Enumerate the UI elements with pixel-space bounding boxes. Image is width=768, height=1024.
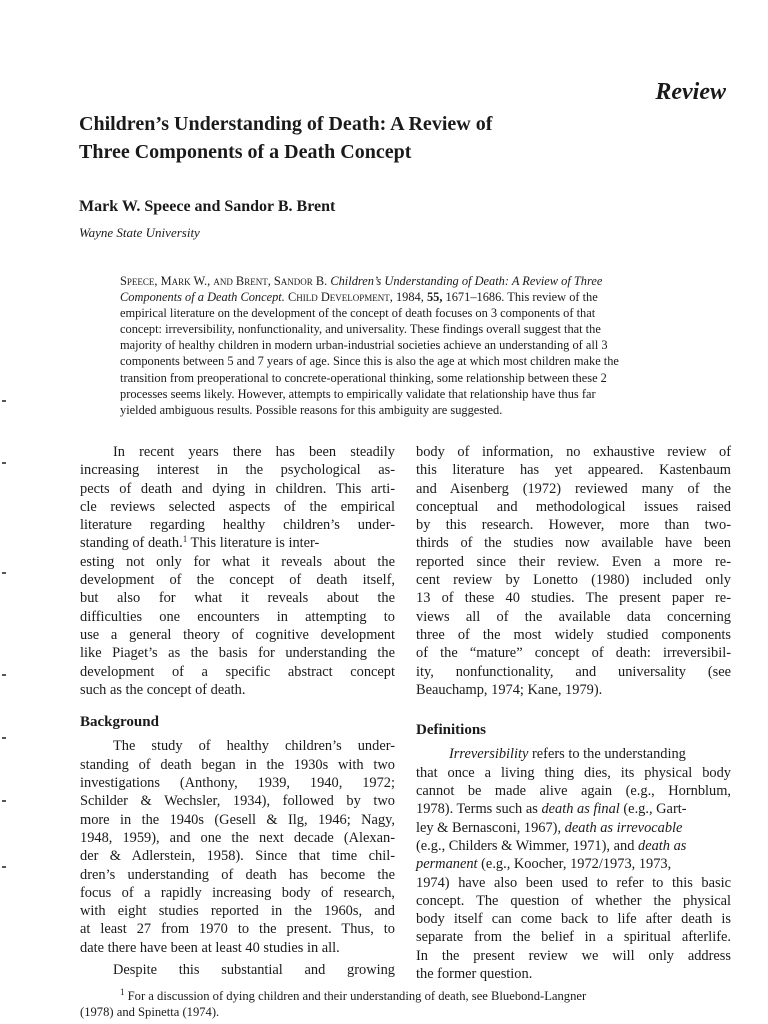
scan-margin-mark bbox=[2, 572, 6, 574]
citation-title: Children’s Understanding of Death: A Review of Three bbox=[327, 274, 603, 288]
body-line: by this research. However, more than two- bbox=[416, 517, 731, 534]
body-line: Schilder & Wechsler, 1934), followed by two bbox=[80, 793, 395, 810]
body-line: thirds of the studies now available have been bbox=[416, 535, 731, 552]
body-line bbox=[416, 745, 731, 763]
body-line: use a general theory of cognitive development bbox=[80, 626, 395, 643]
footnote bbox=[80, 987, 740, 1020]
abstract-line: concept: irreversibility, nonfunctionality, and universality. These findings overall suggest that the bbox=[120, 322, 601, 337]
body-text: (e.g., Gart- bbox=[619, 801, 687, 818]
body-line: 13 of these 40 studies. The present paper re- bbox=[416, 590, 731, 607]
term: permanent bbox=[416, 856, 478, 873]
body-line: investigations (Anthony, 1939, 1940, 1972; bbox=[80, 775, 395, 792]
body-line: reported since their review. Even a more re- bbox=[416, 553, 731, 570]
citation-volume: 55, bbox=[426, 290, 443, 305]
body-line: Beauchamp, 1974; Kane, 1979). bbox=[416, 681, 603, 698]
body-text: This literature is inter- bbox=[187, 535, 320, 552]
citation-pages: 1671–1686. This review of the bbox=[442, 290, 598, 305]
article-title bbox=[79, 110, 639, 166]
body-line: focus of a rapidly increasing body of research, bbox=[80, 884, 395, 901]
term: death as irrevocable bbox=[564, 819, 683, 836]
abstract-line: yielded ambiguous results. Possible reasons for this ambiguity are suggested. bbox=[120, 402, 503, 417]
body-line: Despite this substantial and growing bbox=[113, 962, 395, 979]
body-line bbox=[416, 855, 731, 873]
body-line: increasing interest in the psychological as- bbox=[80, 462, 395, 479]
body-line: this literature has yet appeared. Kastenbaum bbox=[416, 462, 731, 479]
abstract-line: transition from preoperational to concrete-operational thinking, some relationship between these 2 bbox=[120, 370, 607, 385]
abstract-line: components between 5 and 7 years of age. Since this is also the age at which most children make the bbox=[120, 354, 619, 369]
body-line: and Aisenberg (1972) reviewed many of the bbox=[416, 480, 731, 497]
body-line: but also for what it reveals about the bbox=[80, 590, 395, 607]
body-line: conceptual and methodological issues raised bbox=[416, 498, 731, 515]
body-line: development of a specific abstract concept bbox=[80, 663, 395, 680]
body-line bbox=[80, 534, 395, 552]
body-text: refers to the understanding bbox=[528, 746, 686, 763]
body-line bbox=[416, 837, 731, 855]
citation-year: , 1984, bbox=[389, 290, 427, 305]
body-text: (e.g., Childers & Wimmer, 1971), and bbox=[416, 837, 638, 854]
body-line: such as the concept of death. bbox=[80, 681, 246, 698]
body-line: difficulties one encounters in attempting to bbox=[80, 608, 395, 625]
body-line: dren’s understanding of death has become the bbox=[80, 866, 395, 883]
body-line: cle reviews selected aspects of the empirical bbox=[80, 498, 395, 515]
body-line: views all of the available data concerning bbox=[416, 608, 731, 625]
footnote-line bbox=[120, 989, 586, 1003]
body-line: more in the 1940s (Gesell & Ilg, 1946; Nagy, bbox=[80, 811, 395, 828]
body-line: three of the most widely studied components bbox=[416, 626, 731, 643]
abstract-line: empirical literature on the development of the concept of death focuses on 3 components of that bbox=[120, 306, 596, 321]
body-line bbox=[416, 800, 731, 818]
body-line: In recent years there has been steadily bbox=[113, 444, 395, 460]
body-line: at least 27 from 1970 to the present. Thus, to bbox=[80, 921, 395, 938]
section-heading-background: Background bbox=[80, 714, 159, 731]
scan-margin-mark bbox=[2, 866, 6, 868]
body-line: that once a living thing dies, its physical body bbox=[416, 764, 731, 781]
scan-margin-mark bbox=[2, 462, 6, 464]
body-line: 1948, 1959), and one the next decade (Alexan- bbox=[80, 829, 395, 846]
body-line: date there have been at least 40 studies in all. bbox=[80, 939, 340, 956]
body-line: der & Adlerstein, 1958). Since that time chil- bbox=[80, 848, 395, 865]
body-line: pects of death and dying in children. This arti- bbox=[80, 480, 395, 497]
body-line: body itself can come back to life after death is bbox=[416, 911, 731, 928]
left-column bbox=[80, 443, 395, 979]
body-line: cent review by Lonetto (1980) included only bbox=[416, 572, 731, 589]
body-text: (e.g., Koocher, 1972/1973, 1973, bbox=[477, 856, 672, 873]
body-line: cannot be made alive again (e.g., Hornblum, bbox=[416, 783, 731, 800]
footnote-number: 1 bbox=[120, 987, 125, 997]
scan-margin-mark bbox=[2, 400, 6, 402]
body-line: of the “mature” concept of death: irreversibil- bbox=[416, 645, 731, 662]
body-line bbox=[416, 819, 731, 837]
right-column bbox=[416, 443, 731, 983]
abstract-line: processes seems likely. However, attempts to empirically validate that relationship have thus far bbox=[120, 386, 596, 401]
body-text: standing of death. bbox=[80, 535, 183, 552]
term: death as bbox=[638, 837, 687, 854]
body-line: In the present review we will only address bbox=[416, 947, 731, 964]
body-text: 1978). Terms such as bbox=[416, 801, 542, 818]
body-line: esting not only for what it reveals about the bbox=[80, 553, 395, 570]
title-line: Three Components of a Death Concept bbox=[79, 141, 412, 163]
body-line: ity, nonfunctionality, and universality (see bbox=[416, 663, 731, 680]
body-line: concept. The question of whether the physical bbox=[416, 892, 731, 909]
body-line: development of the concept of death itself, bbox=[80, 572, 395, 589]
body-line: standing of death began in the 1930s with two bbox=[80, 756, 395, 773]
section-heading-definitions: Definitions bbox=[416, 722, 487, 739]
abstract bbox=[120, 273, 730, 418]
journal-name: Child Development bbox=[284, 290, 390, 305]
scan-margin-mark bbox=[2, 800, 6, 802]
abstract-line: majority of healthy children in modern urban-industrial societies achieve an understanding of all 3 bbox=[120, 338, 608, 353]
footnote-text: For a discussion of dying children and their understanding of death, see Bluebond-Langner bbox=[124, 989, 587, 1003]
scan-margin-mark bbox=[2, 737, 6, 739]
authors: Mark W. Speece and Sandor B. Brent bbox=[79, 198, 336, 215]
body-line: literature regarding healthy children’s under- bbox=[80, 517, 395, 534]
abstract-line bbox=[120, 273, 730, 289]
body-line: like Piaget’s as the basis for understanding the bbox=[80, 645, 395, 662]
footnote-line: (1978) and Spinetta (1974). bbox=[80, 1005, 220, 1019]
body-line: The study of healthy children’s under- bbox=[113, 738, 395, 755]
body-line: body of information, no exhaustive review of bbox=[416, 444, 731, 460]
term: Irreversibility bbox=[449, 746, 529, 763]
title-line: Children’s Understanding of Death: A Review of bbox=[79, 113, 493, 135]
citation-title: Components of a Death Concept. bbox=[120, 290, 285, 305]
citation-authors: Speece, Mark W., and Brent, Sandor B. bbox=[120, 274, 328, 288]
footnote-marker[interactable]: 1 bbox=[182, 534, 188, 545]
section-label: Review bbox=[655, 79, 726, 105]
affiliation: Wayne State University bbox=[79, 225, 200, 240]
abstract-line bbox=[120, 289, 730, 305]
body-line: the former question. bbox=[416, 966, 533, 983]
term: death as final bbox=[541, 801, 620, 818]
scan-margin-mark bbox=[2, 674, 6, 676]
body-text: ley & Bernasconi, 1967), bbox=[416, 819, 565, 836]
body-line: separate from the belief in a spiritual afterlife. bbox=[416, 929, 731, 946]
body-line: with eight studies reported in the 1960s, and bbox=[80, 903, 395, 920]
body-line: 1974) have also been used to refer to this basic bbox=[416, 874, 731, 891]
